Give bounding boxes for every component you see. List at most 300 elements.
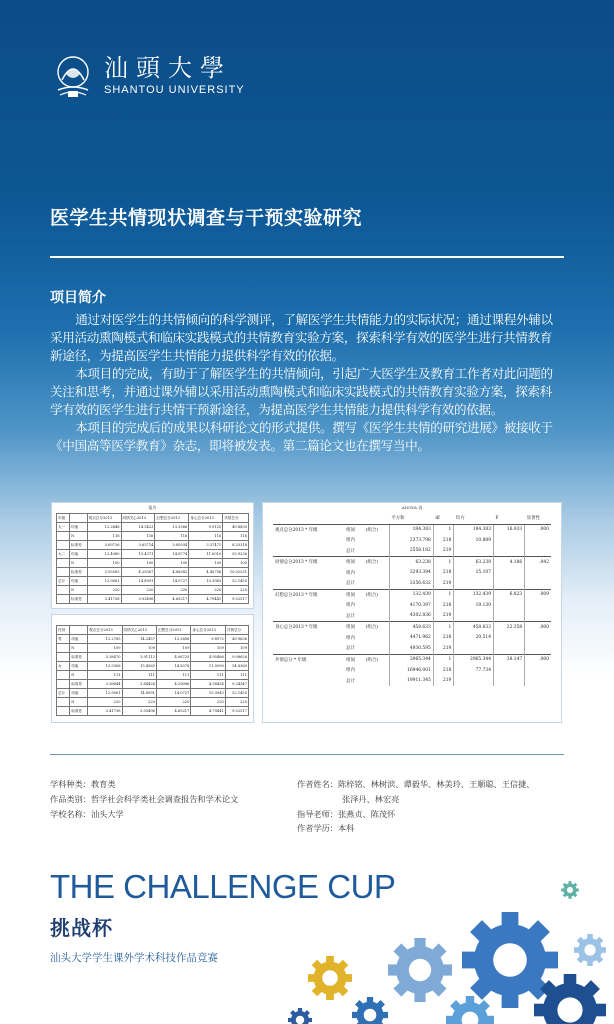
table-cell: (组合) [364,589,390,600]
table-cell [57,532,70,541]
table-header-row [57,514,249,523]
challenge-cup-title: THE CHALLENGE CUP [50,868,396,905]
table-cell: 组内 [346,570,355,576]
table-cell: 13.4080 [87,550,121,559]
table-cell: 9.24347 [225,680,248,689]
table-cell [57,559,70,568]
table-cell: 3.69726 [87,541,121,550]
table-cell: 标准差 [70,707,88,716]
table-cell: 3.63714 [121,541,155,550]
table-cell: 4.58424 [191,680,225,689]
table-cell: 111 [225,671,248,680]
authors-value: 陈梓铭、林树滨、谭毅华、林美玲、王顺聪、王信捷、 [337,779,535,789]
table-header-cell: 幻想总分2013 [155,514,189,523]
table-cell: 63.238 [389,557,433,568]
table-cell [273,546,344,557]
table-row [273,546,551,557]
table-cell: 身心总分2013 * 年级 [273,622,344,633]
divider [50,256,564,258]
table-cell: 22.358 [494,622,525,633]
table-cell [57,653,70,662]
table-cell: 184.383 [389,524,433,535]
table-cell: 220 [121,586,155,595]
table-cell: 3.84424 [122,680,156,689]
table-row [57,680,249,689]
table-cell: 组间 [344,524,364,535]
table-cell [454,643,494,654]
table-cell [494,665,525,676]
table-row [57,635,249,644]
table-cell: 标准差 [70,541,88,550]
table-cell: 218 [433,633,453,644]
table-cell: N [70,559,88,568]
table-cell: 9.08628 [225,653,248,662]
table-cell [364,568,390,579]
table-cell: 220 [87,586,121,595]
table-cell: 184.383 [454,524,494,535]
table-cell: 10.3943 [191,689,225,698]
table-cell: 4.79441 [189,595,223,604]
table-cell: 4471.962 [389,633,433,644]
table-cell [494,611,525,622]
table-cell: 3.85934 [155,541,189,550]
table-cell: 均值 [70,577,88,586]
table-cell: 111 [156,671,190,680]
table-cell: .000 [525,622,551,633]
table-cell [525,611,551,622]
table-cell [57,707,70,716]
table-row [57,698,249,707]
table-cell: 2558.182 [389,546,433,557]
table-cell: 14.8378 [156,662,190,671]
table-cell: 49.9636 [225,635,248,644]
table-cell: 14.0727 [155,577,189,586]
table-cell [364,665,390,676]
table-cell [57,698,70,707]
table-cell: 458.633 [389,622,433,633]
table-cell: 109 [156,644,190,653]
table-cell: 116 [121,532,155,541]
advisor-value: 张燕贞、陈茂怀 [337,808,396,819]
table-cell [273,643,344,654]
table-cell: 100 [223,559,249,568]
table-cell: 63.238 [454,557,494,568]
table-cell: 116 [87,532,121,541]
table-cell: 14.8774 [155,550,189,559]
table-cell: 3.93496 [121,595,155,604]
table-cell: 13.2856 [156,635,190,644]
table-cell: 220 [191,698,225,707]
table-header-cell [344,513,364,524]
table-cell: (组合) [364,654,390,665]
meta-label: 作者姓名： [297,779,338,789]
table-cell: .000 [525,654,551,665]
authors-value: 张泽丹、林宏亮 [342,793,400,804]
table-cell: 3.91112 [122,653,156,662]
table-cell: 4.29086 [156,680,190,689]
table-cell: 10.02231 [223,568,249,577]
table-cell: 116 [223,532,249,541]
table-cell: 组内 [346,603,355,609]
table-header-cell [364,513,390,524]
table-cell: 均值 [70,523,88,532]
table-cell [494,546,525,557]
data-table [273,513,551,686]
table-cell: 19.130 [454,600,494,611]
table-cell [273,676,344,687]
table-header-cell: 身心总分2013 [189,514,223,523]
table-row [57,707,249,716]
table-cell [273,535,344,546]
table-cell: 1 [433,589,453,600]
table-cell: 3.38470 [88,653,122,662]
table-cell: 132.439 [454,589,494,600]
table-cell [57,541,70,550]
table-cell: 219 [433,578,453,589]
table-cell: 100 [87,559,121,568]
table-cell: 组间 [344,622,364,633]
table-row [273,578,551,589]
table-cell: 458.633 [454,622,494,633]
table-cell [525,546,551,557]
table-row [273,622,551,633]
table-cell: 2373.798 [389,535,433,546]
table-caption: 报告 [148,505,157,510]
table-cell: 共情总分 * 年级 [273,654,344,665]
table-cell: 109 [88,644,122,653]
table-header-cell: 均方 [454,513,494,524]
challenge-cup-cn: 挑战杯 [50,916,113,940]
table-cell: 52.1455 [223,577,249,586]
table-cell [364,676,390,687]
table-cell [273,665,344,676]
table-row [273,654,551,665]
table-cell: 9.9125 [189,523,223,532]
intro-body [50,311,564,455]
table-row [57,586,249,595]
table-cell: 4.186 [494,557,525,568]
table-cell: 4930.595 [389,643,433,654]
table-row [273,633,551,644]
table-cell: 12.2848 [87,523,121,532]
meta-label: 作者学历： [297,823,338,834]
table-cell: 4.06725 [156,653,190,662]
table-cell: 14.8991 [122,689,156,698]
table-header-cell [273,513,344,524]
table-cell: 观点总分2013 * 年级 [273,524,344,535]
table-cell [454,676,494,687]
table-cell: 100 [189,559,223,568]
table-cell: 54.8369 [225,662,248,671]
table-cell: 3293.394 [389,568,433,579]
table-row [57,523,249,532]
table-cell: 女 [57,662,70,671]
table-row [57,653,249,662]
table-cell: 14.0727 [156,689,190,698]
divider [50,754,564,755]
table-cell: 220 [88,698,122,707]
table-cell [525,676,551,687]
gears-decoration-icon [270,850,614,1024]
table-cell: 219 [433,676,453,687]
university-name-en: SHANTOU UNIVERSITY [104,84,245,96]
table-row [273,557,551,568]
table-cell: (组合) [364,524,390,535]
table-cell: 1 [433,557,453,568]
subject-value: 教育类 [90,779,116,789]
university-name-cn: 汕頭大學 [104,54,232,82]
meta-label: 指导老师： [297,808,338,819]
table-cell: 均值 [70,689,88,698]
table-cell: 组内 [346,635,355,641]
table-cell: 标准差 [70,653,88,662]
table-header-cell: 观点总分2013 [88,626,122,635]
table-row [57,532,249,541]
table-header-cell: 同情关心2013 [121,514,155,523]
table-cell: 19911.345 [389,676,433,687]
table-cell: 大一 [57,523,70,532]
table-cell: 109 [122,644,156,653]
table-cell [454,611,494,622]
table-row [57,689,249,698]
table-header-cell: 年级 [57,514,70,523]
table-cell: 218 [433,665,453,676]
table-cell: 116 [189,532,223,541]
school-value: 汕头大学 [90,808,124,819]
table-cell: 219 [433,643,453,654]
table-header-row [57,626,249,635]
table-cell: 220 [156,698,190,707]
table-cell [57,586,70,595]
meta-label: 作品类别： [50,793,91,804]
table-cell: 1 [433,622,453,633]
table-cell [364,611,390,622]
table-cell: 13.3366 [155,523,189,532]
table-cell [525,665,551,676]
table-cell [494,535,525,546]
table-cell: 4.65217 [156,707,190,716]
table-cell: 幻想总分2013 * 年级 [273,589,344,600]
table-header-cell: df [433,513,453,524]
table-cell: 220 [189,586,223,595]
table-header-cell: F [494,513,525,524]
degree-value: 本科 [337,823,355,834]
table-cell: .042 [525,557,551,568]
intro-paragraph: 本项目的完成后的成果以科研论文的形式提供。撰写《医学生共情的研究进展》被接收于《中国高等医学教育》杂志，即将被发表。第二篇论文也在撰写当中。 [50,420,553,453]
table-cell: 4302.836 [389,611,433,622]
table-cell: 14.3423 [121,523,155,532]
table-header-cell: 身心总分2013 [191,626,225,635]
table-cell: (组合) [364,557,390,568]
table-row [273,676,551,687]
table-cell: 219 [433,611,453,622]
table-cell [364,600,390,611]
table-cell: 总计 [57,689,70,698]
table-cell [454,578,494,589]
table-cell: 3356.632 [389,578,433,589]
table-cell: 10.889 [454,535,494,546]
table-cell: 均值 [70,550,88,559]
table-cell [273,600,344,611]
table-header-cell: 观点总分2013 [87,514,121,523]
table-cell: 9.52517 [225,707,248,716]
table-cell: N [70,644,88,653]
table-cell [494,568,525,579]
table-cell: 2965.344 [454,654,494,665]
table-cell [525,535,551,546]
university-logo [50,50,245,100]
table-cell: 14.8991 [121,577,155,586]
table-row [57,595,249,604]
table-cell: 总计 [346,678,355,684]
table-cell: N [70,671,88,680]
table-cell: 总计 [346,646,355,652]
table-cell: 同情总分2013 * 年级 [273,557,344,568]
table-cell: N [70,698,88,707]
table-row [273,611,551,622]
table-cell [57,595,70,604]
table-cell: 组间 [344,557,364,568]
table-cell [525,600,551,611]
table-cell [525,633,551,644]
table-cell [454,546,494,557]
table-header-cell [70,626,88,635]
university-emblem-icon [50,50,96,100]
table-cell: 109 [191,644,225,653]
category-value: 哲学社会科学类社会调查报告和学术论文 [90,793,239,804]
table-cell: 109 [225,644,248,653]
table-cell [273,578,344,589]
table-cell: 均值 [70,635,88,644]
table-cell: 15.4565 [122,662,156,671]
table-cell: 132.439 [389,589,433,600]
table-cell: 77.734 [454,665,494,676]
table-cell: 大二 [57,550,70,559]
table-cell [364,578,390,589]
meta-label: 学科种类： [50,779,91,789]
table-cell: 10.3943 [189,577,223,586]
table-header-cell: 幻想总分2013 [156,626,190,635]
table-cell: 9.52517 [223,595,249,604]
table-cell: 标准差 [70,680,88,689]
table-cell: 111 [88,671,122,680]
table-cell: 9.8972 [191,635,225,644]
table-cell: 4170.397 [389,600,433,611]
table-cell: 均值 [70,662,88,671]
table-row [57,568,249,577]
table-cell: 219 [433,546,453,557]
table-header-cell: 共情总分 [225,626,248,635]
table-cell [273,568,344,579]
table-cell: 220 [225,698,248,707]
table-cell: 3.36844 [88,680,122,689]
table-cell [57,568,70,577]
author-meta [297,777,534,836]
table-header-cell: 显著性 [525,513,551,524]
table-cell: 4.88382 [155,568,189,577]
data-table [56,625,249,716]
table-cell [494,643,525,654]
table-cell: 标准差 [70,568,88,577]
table-cell: 组间 [344,589,364,600]
intro-heading: 项目简介 [50,290,106,306]
report-table-gender [52,615,253,722]
table-cell [494,600,525,611]
poster-title: 医学生共情现状调查与干预实验研究 [50,207,363,229]
table-cell [364,643,390,654]
table-cell: 20.514 [454,633,494,644]
table-cell: 4.95466 [191,653,225,662]
table-cell: .009 [525,589,551,600]
table-cell [525,568,551,579]
table-row [273,524,551,535]
table-cell: 13.5306 [88,662,122,671]
table-cell: 8.25318 [223,541,249,550]
table-cell: N [70,532,88,541]
table-cell: 6.823 [494,589,525,600]
data-table [56,513,249,604]
table-cell [525,578,551,589]
table-cell [57,671,70,680]
table-row [273,535,551,546]
table-cell: 111 [122,671,156,680]
table-row [57,662,249,671]
table-cell: 100 [121,559,155,568]
table-cell: 12.2765 [88,635,122,644]
table-cell [364,633,390,644]
table-cell [494,633,525,644]
table-header-cell: 性别 [57,626,70,635]
table-cell: 3.93496 [122,707,156,716]
table-cell: 218 [433,600,453,611]
table-cell: 15.107 [454,568,494,579]
table-cell: 组间 [344,654,364,665]
table-cell: 49.8850 [223,523,249,532]
table-cell: 2965.344 [389,654,433,665]
table-header-cell: 平方和 [389,513,433,524]
table-cell: 218 [433,535,453,546]
table-row [273,589,551,600]
table-row [273,643,551,654]
table-cell: (组合) [364,622,390,633]
table-cell: 组内 [346,668,355,674]
table-caption: ANOVA 表 [401,505,423,510]
table-row [57,644,249,653]
table-cell: 男 [57,635,70,644]
contest-name: 汕头大学学生课外学术科技作品竞赛 [50,952,218,964]
table-cell: 16.933 [494,524,525,535]
table-cell: 38.147 [494,654,525,665]
table-cell [494,578,525,589]
table-cell [494,676,525,687]
table-row [273,665,551,676]
project-meta [50,777,238,821]
table-cell: 12.9061 [88,689,122,698]
table-cell: .000 [525,524,551,535]
table-cell: 116 [155,532,189,541]
table-cell: 4.25567 [121,568,155,577]
table-cell: 1 [433,654,453,665]
table-row [57,577,249,586]
intro-paragraph: 本项目的完成，有助于了解医学生的共情倾向，引起广大医学生及教育工作者对此问题的关注和思考，并通过课外辅以采用活动熏陶模式和临床实践模式的共情教育实验方案，探索科学有效的医学生进行共情干预新途径，为提高医学生共情能力提供科学有效的依据。 [50,366,553,417]
table-cell: 总计 [346,613,355,619]
table-cell [57,644,70,653]
table-cell [525,643,551,654]
table-cell [57,680,70,689]
table-row [57,541,249,550]
table-cell: 111 [191,671,225,680]
table-row [57,671,249,680]
